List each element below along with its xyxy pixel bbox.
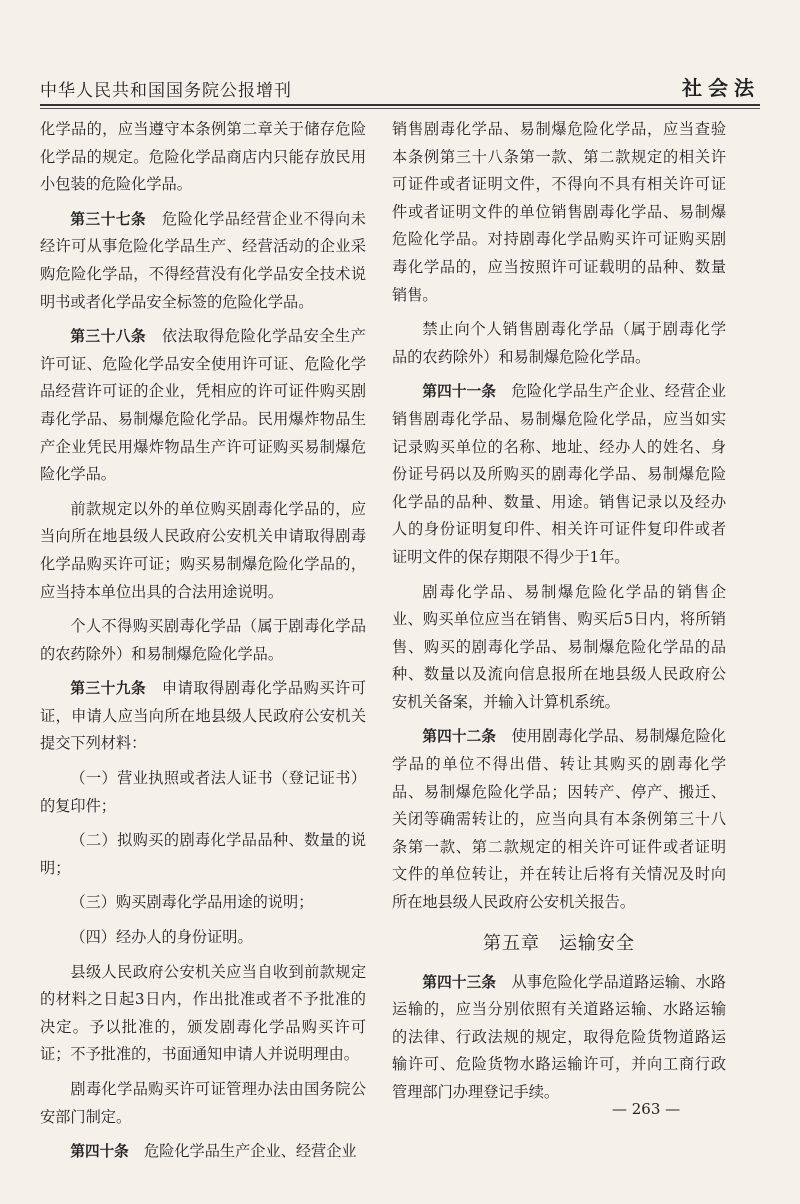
paragraph-text: 销售剧毒化学品、易制爆危险化学品，应当查验本条例第三十八条第一款、第二款规定的相关许可证件或者证明文件，不得向不具有相关许可证件或者证明文件的单位销售剧毒化学品、易制爆危险化学品。对持剧毒化学品购买许可证购买剧毒化学品的，应当按照许可证载明的品种、数量销售。 bbox=[392, 120, 726, 304]
paragraph bbox=[392, 316, 726, 371]
header-rule bbox=[40, 104, 760, 106]
chapter-heading: 第五章 运输安全 bbox=[483, 932, 635, 954]
paragraph-text: （二）拟购买的剧毒化学品品种、数量的说明； bbox=[40, 831, 366, 877]
paragraph-text: （一）营业执照或者法人证书（登记证书）的复印件； bbox=[40, 769, 366, 815]
paragraph-text: 危险化学品生产企业、经营企业销售剧毒化学品、易制爆危险化学品，应当如实记录购买单位的名称、地址、经办人的姓名、身份证号码以及所购买的剧毒化学品、易制爆危险化学品的品种、数量、用途。销售记录以及经办人的身份证明复印件、相关许可证件复印件或者证明文件的保存期限不得少于1年。 bbox=[392, 382, 726, 566]
article-number: 第四十条 bbox=[70, 1143, 129, 1161]
paragraph-text: 剧毒化学品、易制爆危险化学品的销售企业、购买单位应当在销售、购买后5日内，将所销售、购买的剧毒化学品、易制爆危险化学品的品种、数量以及流向信息报所在地县级人民政府公安机关备案，并输入计算机系统。 bbox=[392, 582, 726, 711]
paragraph-text: 县级人民政府公安机关应当自收到前款规定的材料之日起3日内，作出批准或者不予批准的决定。予以批准的，颁发剧毒化学品购买许可证；不予批准的，书面通知申请人并说明理由。 bbox=[40, 962, 366, 1064]
paragraph-text: 剧毒化学品购买许可证管理办法由国务院公安部门制定。 bbox=[40, 1080, 366, 1126]
header-rule-thin bbox=[40, 108, 760, 109]
paragraph-text: 危险化学品生产企业、经营企业 bbox=[128, 1142, 357, 1161]
page-header bbox=[40, 72, 760, 102]
paragraph-text: 危险化学品经营企业不得向未经许可从事危险化学品生产、经营活动的企业采购危险化学品，不得经营没有化学品安全技术说明书或者化学品安全标签的危险化学品。 bbox=[40, 209, 366, 311]
paragraph bbox=[40, 765, 366, 820]
left-column bbox=[40, 116, 366, 1173]
paragraph bbox=[40, 613, 366, 668]
article-number: 第三十七条 bbox=[70, 210, 147, 228]
paragraph bbox=[40, 827, 366, 882]
paragraph-text: 使用剧毒化学品、易制爆危险化学品的单位不得出借、转让其购买的剧毒化学品、易制爆危险化学品；因转产、停产、搬迁、关闭等确需转让的，应当向具有本条例第三十八条第一款、第二款规定的相关许可证件或者证明文件的单位转让，并在转让后将有关情况及时向所在地县级人民政府公安机关报告。 bbox=[392, 727, 726, 912]
paragraph bbox=[392, 969, 726, 1107]
paragraph bbox=[40, 116, 366, 199]
paragraph-text: 个人不得购买剧毒化学品（属于剧毒化学品的农药除外）和易制爆危险化学品。 bbox=[40, 617, 366, 663]
paragraph-text: 依法取得危险化学品安全生产许可证、危险化学品安全使用许可证、危险化学品经营许可证的企业，凭相应的许可证件购买剧毒化学品、易制爆危险化学品。民用爆炸物品生产企业凭民用爆炸物品生产许可证购买易制爆危险化学品。 bbox=[40, 327, 366, 484]
paragraph bbox=[40, 675, 366, 758]
paragraph bbox=[40, 959, 366, 1069]
paragraph bbox=[40, 889, 366, 917]
paragraph-text: 化学品的，应当遵守本条例第二章关于储存危险化学品的规定。危险化学品商店内只能存放民用小包装的危险化学品。 bbox=[40, 120, 366, 194]
publication-title: 中华人民共和国国务院公报增刊 bbox=[40, 81, 292, 101]
paragraph bbox=[392, 579, 726, 717]
paragraph bbox=[40, 924, 366, 952]
paragraph-text: 禁止向个人销售剧毒化学品（属于剧毒化学品的农药除外）和易制爆危险化学品。 bbox=[392, 320, 726, 366]
article-number: 第三十八条 bbox=[70, 328, 147, 346]
article-number: 第四十三条 bbox=[422, 973, 497, 991]
paragraph bbox=[40, 1076, 366, 1131]
paragraph bbox=[392, 378, 726, 571]
paragraph-text: 申请取得剧毒化学品购买许可证，申请人应当向所在地县级人民政府公安机关提交下列材料： bbox=[40, 679, 366, 753]
article-number: 第三十九条 bbox=[70, 680, 147, 698]
paragraph-text: 从事危险化学品道路运输、水路运输的，应当分别依照有关道路运输、水路运输的法律、行政法规的规定，取得危险货物道路运输许可、危险货物水路运输许可，并向工商行政管理部门办理登记手续。 bbox=[392, 972, 726, 1101]
page-number: — 263 — bbox=[612, 1100, 681, 1118]
paragraph-text: 前款规定以外的单位购买剧毒化学品的，应当向所在地县级人民政府公安机关申请取得剧毒化学品购买许可证；购买易制爆危险化学品的，应当持本单位出具的合法用途说明。 bbox=[40, 499, 366, 601]
paragraph-text: （四）经办人的身份证明。 bbox=[70, 928, 253, 947]
right-column bbox=[392, 116, 726, 1114]
paragraph bbox=[392, 723, 726, 916]
paragraph-text: （三）购买剧毒化学品用途的说明； bbox=[70, 893, 314, 912]
article-number: 第四十一条 bbox=[422, 383, 497, 401]
paragraph bbox=[392, 116, 726, 309]
article-number: 第四十二条 bbox=[422, 728, 497, 746]
paragraph bbox=[40, 206, 366, 316]
paragraph bbox=[40, 323, 366, 489]
section-title: 社会法 bbox=[682, 76, 760, 100]
paragraph bbox=[40, 1138, 366, 1166]
paragraph bbox=[40, 496, 366, 606]
